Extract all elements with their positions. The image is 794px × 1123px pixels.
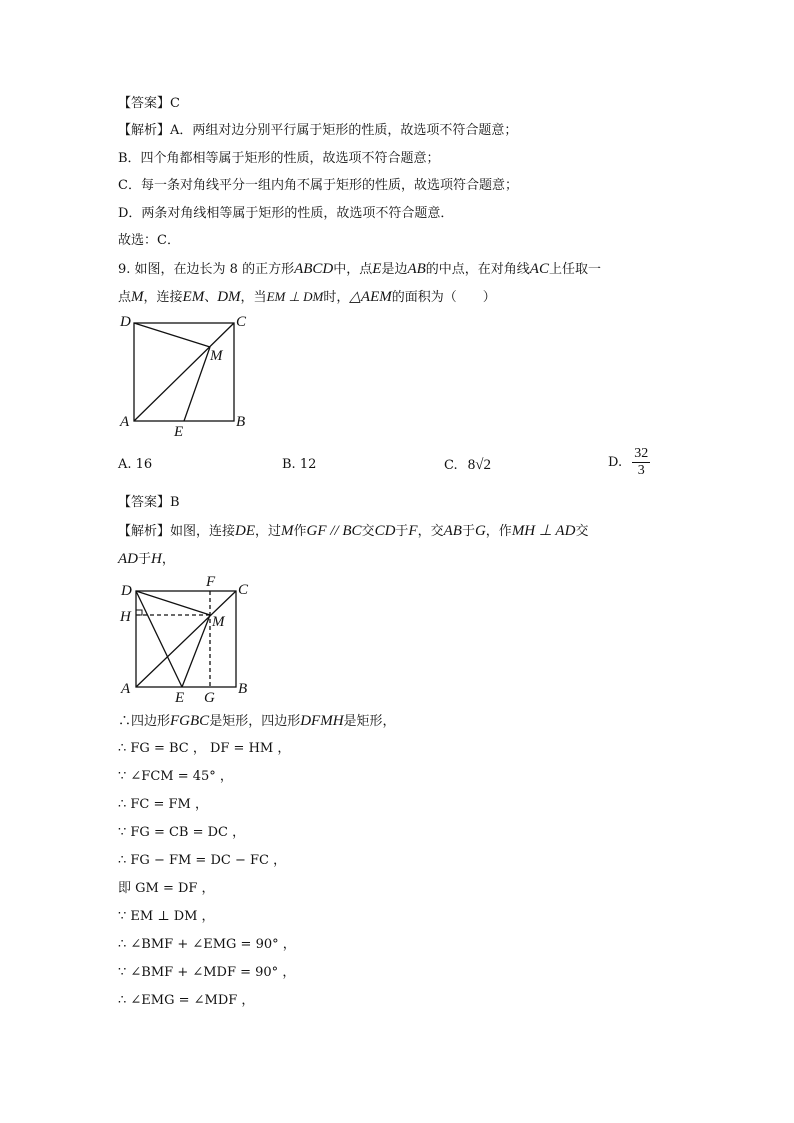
choose-line: 故选：C． (118, 233, 180, 248)
s-math: GF // BC (306, 523, 362, 539)
q-text: ，当 (240, 290, 267, 305)
s-math: H (151, 551, 162, 567)
step-10: ∵ ∠BMF + ∠MDF = 90° ， (118, 965, 296, 980)
s-text: 交 (575, 524, 589, 539)
label-a: A (120, 414, 130, 430)
step-text: 是矩形， (343, 714, 396, 729)
label-e: E (174, 424, 184, 440)
segment-em (184, 347, 210, 421)
q-math: ABCD (294, 261, 334, 277)
solution-line-2 (118, 549, 175, 570)
s-text: 作 (293, 524, 307, 539)
segment-em-2 (182, 615, 210, 687)
fraction-numerator: 32 (634, 446, 649, 461)
step-3: ∵ ∠FCM = 45° ， (118, 769, 233, 784)
label-f: F (206, 574, 216, 590)
analysis-option-a: 【解析】A．两组对边分别平行属于矩形的性质，故选项不符合题意； (118, 123, 518, 138)
s-text: ，交 (417, 524, 444, 539)
s-text: 于 (461, 524, 475, 539)
label-b: B (236, 414, 246, 430)
s-math: F (408, 523, 418, 539)
analysis-option-d: D．两条对角线相等属于矩形的性质，故选项不符合题意． (118, 206, 454, 221)
label-a-2: A (121, 681, 131, 697)
s-math: AD (118, 551, 138, 567)
step-math: DFMH (300, 713, 344, 729)
label-c-2: C (238, 582, 249, 598)
q-text: 中，点 (333, 262, 373, 277)
diagonal-ac (134, 323, 234, 421)
s-text: 于 (395, 524, 409, 539)
s-text: ，过 (255, 524, 282, 539)
segment-de (136, 591, 182, 687)
solution-line-1 (118, 521, 588, 542)
step-7: 即 GM = DF ， (118, 881, 215, 896)
s-text: 交 (361, 524, 375, 539)
s-math: G (474, 523, 486, 539)
segment-dm (134, 323, 210, 347)
q-text: 的中点，在对角线 (425, 262, 530, 277)
q-math: E (372, 261, 382, 277)
step-text: ∴四边形 (118, 714, 171, 729)
step-9: ∴ ∠BMF + ∠EMG = 90° ， (118, 937, 296, 952)
s-text: ，作 (485, 524, 512, 539)
q-text: 是边 (381, 262, 408, 277)
s-math: M (281, 523, 294, 539)
label-b-2: B (238, 681, 248, 697)
option-d-label: D. (608, 455, 623, 470)
option-d (608, 446, 650, 479)
step-5: ∵ FG = CB = DC ， (118, 825, 246, 840)
q-math: DM (217, 289, 241, 305)
answer-line-8: 【答案】C (118, 96, 180, 111)
fraction-denominator: 3 (637, 463, 645, 478)
segment-dm-2 (136, 591, 210, 615)
label-m: M (210, 348, 223, 364)
question-9-line-2 (118, 287, 496, 308)
option-d-fraction (632, 446, 650, 479)
figure-square-solution (112, 574, 262, 706)
question-9-line-1 (118, 259, 601, 280)
s-text: 【解析】如图，连接 (118, 524, 236, 539)
q-math: EM (182, 289, 205, 305)
q-math: M (131, 289, 144, 305)
label-h: H (120, 609, 131, 625)
step-math: FGBC (170, 713, 210, 729)
q-text: 点 (118, 290, 132, 305)
analysis-option-c: C．每一条对角线平分一组内角不属于矩形的性质，故选项符合题意； (118, 178, 518, 193)
option-c-value: 8√2 (467, 457, 491, 473)
option-c (444, 457, 491, 474)
q-math: AC (529, 261, 549, 277)
q-text: 时， (323, 290, 350, 305)
answer-line-9: 【答案】B (118, 495, 180, 510)
label-m-2: M (212, 614, 225, 630)
option-a: A. 16 (118, 457, 153, 472)
label-g: G (204, 690, 215, 706)
label-e-2: E (175, 690, 185, 706)
q-text: 9. 如图，在边长为 8 的正方形 (118, 262, 295, 277)
step-8: ∵ EM ⊥ DM ， (118, 909, 215, 924)
label-d-2: D (121, 583, 132, 599)
right-angle-mark (136, 610, 142, 615)
q-text: 、 (204, 290, 218, 305)
step-6: ∴ FG − FM = DC − FC ， (118, 853, 287, 868)
option-b: B. 12 (282, 457, 317, 472)
step-11: ∴ ∠EMG = ∠MDF ， (118, 993, 255, 1008)
figure-square-question (112, 312, 262, 442)
s-math: CD (374, 523, 396, 539)
s-math: AB (443, 523, 462, 539)
q-text: ，连接 (143, 290, 183, 305)
s-text: 于 (138, 552, 152, 567)
s-math: MH ⊥ AD (511, 523, 576, 539)
step-4: ∴ FC = FM ， (118, 797, 208, 812)
analysis-option-b: B．四个角都相等属于矩形的性质，故选项不符合题意； (118, 151, 440, 166)
s-math: DE (235, 523, 256, 539)
q-text: 上任取一 (548, 262, 601, 277)
label-d: D (120, 314, 131, 330)
q-math: AB (407, 261, 426, 277)
option-c-label: C. (444, 458, 458, 473)
label-c: C (236, 314, 247, 330)
q-math: EM ⊥ DM (266, 289, 324, 304)
q-math: △AEM (349, 289, 392, 305)
step-1 (118, 711, 396, 732)
q-text: 的面积为（ ） (391, 290, 496, 305)
step-text: 是矩形，四边形 (209, 714, 301, 729)
step-2: ∴ FG = BC ， DF = HM ， (118, 741, 291, 756)
s-text: ， (161, 552, 175, 567)
diagonal-ac-2 (136, 591, 236, 687)
